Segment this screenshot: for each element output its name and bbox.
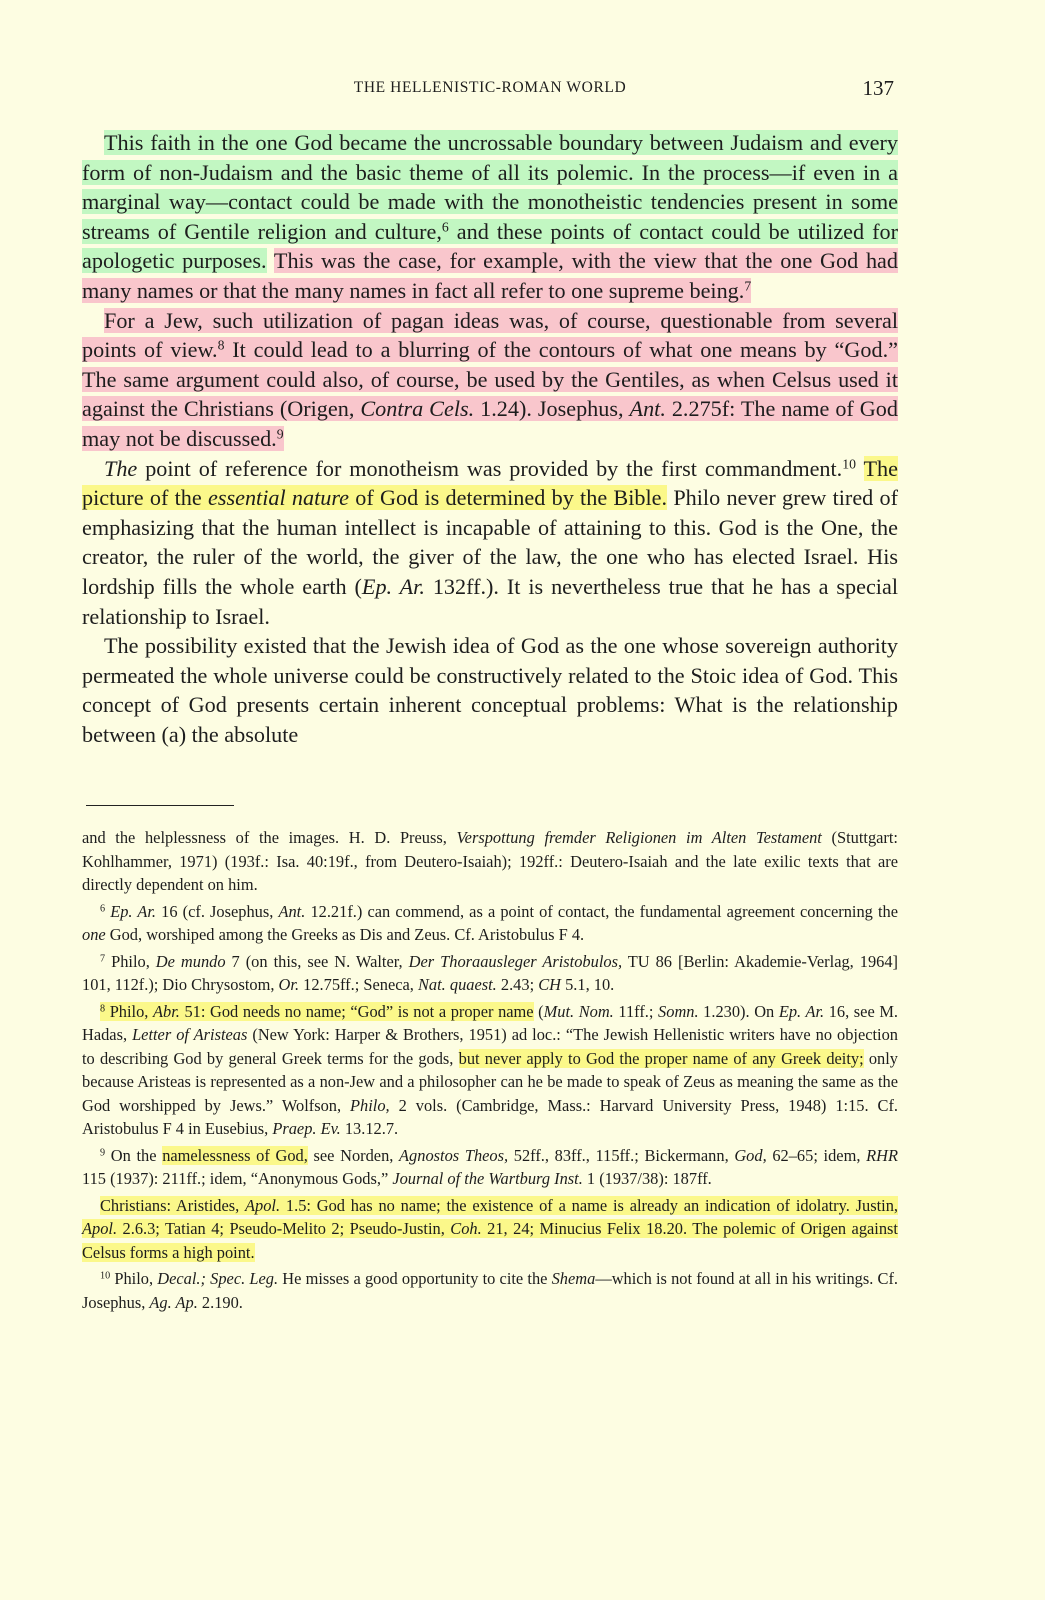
yellow-highlight: $^8$ Philo, Abr. 51: God needs no name; “God” is not a proper name [100, 1001, 534, 1021]
paragraph-1 [82, 128, 898, 306]
main-text [82, 128, 898, 749]
footnote-ref-10: 10 [842, 455, 856, 471]
paragraph-2 [82, 306, 898, 454]
footnote-ref-8: 8 [217, 337, 225, 353]
footnote-6: $^6$ Ep. Ar. 16 (cf. Josephus, Ant. 12.21f.) can commend, as a point of contact, the fundamental agreement concerning the one God, worshiped among the Greeks as Dis and Zeus. Cf. Aristobulus F 4. [82, 901, 898, 944]
yellow-highlight: Christians: Aristides, Apol. 1.5: God has no name; the existence of a name is already an indication of idolatry. Justin, Apol. 2.6.3; Tatian 4; Pseudo-Melito 2; Pseudo-Justin, Coh. 21, 24; Minucius Felix 18.20. The polemic of Origen against Celsus forms a high point. [82, 1195, 898, 1262]
footnote-7: $^7$ Philo, De mundo 7 (on this, see N. Walter, Der Thoraausleger Aristobulos, TU 86 [Berlin: Akademie-Verlag, 1964] 101, 112f.); Dio Chrysostom, Or. 12.75ff.; Seneca, Nat. quaest. 2.43; CH 5.1, 10. [82, 951, 899, 994]
footnote-9-continued [82, 1194, 898, 1265]
pink-highlight: For a Jew, such utilization of pagan ideas was, of course, questionable from several points of view.$^8$ It could lead to a blurring of the contours of what one means by “God.” The same argument could also, of course, be used by the Gentiles, as when Celsus used it against the Christians (Origen, Contra Cels. 1.24). Josephus, Ant. 2.275f: The name of God may not be discussed.$^9$ [82, 307, 898, 451]
yellow-highlight: The picture of the essential nature of God is determined by the Bible. [82, 455, 898, 511]
footnote-8: $^8$ Philo, Abr. 51: God needs no name; “God” is not a proper name (Mut. Nom. 11ff.; Somn. 1.230). On Ep. Ar. 16, see M. Hadas, Letter of Aristeas (New York: Harper & Brothers, 1951) ad loc.: “The Jewish Hellenistic writers have no objection to describing God by general Greek terms for the gods, but never apply to God the proper name of any Greek deity; only because Aristeas is represented as a non-Jew and a philosopher can he be made to speak of Zeus as meaning the same as the God worshipped by Jews.” Wolfson, Philo, 2 vols. (Cambridge, Mass.: Harvard University Press, 1948) 1:15. Cf. Aristobulus F 4 in Eusebius, Praep. Ev. 13.12.7. [82, 1001, 899, 1138]
footnote-9: $^9$ On the namelessness of God, see Norden, Agnostos Theos, 52ff., 83ff., 115ff.; Bickermann, God, 62–65; idem, RHR 115 (1937): 211ff.; idem, “Anonymous Gods,” Journal of the Wartburg Inst. 1 (1937/38): 187ff. [82, 1145, 898, 1188]
pink-highlight: This was the case, for example, with the view that the one God had many names or that the many names in fact all refer to one supreme being.$^7$ [82, 248, 898, 303]
yellow-highlight: namelessness of God, [162, 1145, 308, 1165]
green-highlight: This faith in the one God became the uncrossable boundary between Judaism and every form of non-Judaism and the basic theme of all its polemic. In the process—if even in a marginal way—contact could be made with the monotheistic tendencies present in some streams of Gentile religion and culture,$^6$ and these points of contact could be utilized for apologetic purposes. [82, 130, 898, 274]
page-number: 137 [862, 76, 894, 100]
yellow-highlight: but never apply to God the proper name of any Greek deity; [458, 1048, 864, 1068]
footnote-ref-9: 9 [276, 426, 284, 442]
running-head [82, 76, 898, 102]
footnote-continuation: and the helplessness of the images. H. D. Preuss, Verspottung fremder Religionen im Alten Testament (Stuttgart: Kohlhammer, 1971) (193f.: Isa. 40:19f., from Deutero-Isaiah); 192ff.: Deutero-Isaiah and the late exilic texts that are directly dependent on him. [82, 828, 898, 894]
footnote-divider [86, 805, 234, 806]
footnote-10: $^{10}$ Philo, Decal.; Spec. Leg. He misses a good opportunity to cite the Shema—which is not found at all in his writings. Cf. Josephus, Ag. Ap. 2.190. [82, 1269, 899, 1312]
paragraph-4: The possibility existed that the Jewish idea of God as the one whose sovereign authority permeated the whole universe could be constructively related to the Stoic idea of God. This concept of God presents certain inherent conceptual problems: What is the relationship between (a) the absolute [82, 633, 898, 747]
footnote-ref-7: 7 [744, 278, 752, 294]
paragraph-3: The point of reference for monotheism was provided by the first commandment.$^{10}$ The picture of the essential nature of God is determined by the Bible. Philo never grew tired of emphasizing that the human intellect is incapable of attaining to this. God is the One, the creator, the ruler of the world, the giver of the law, the one who has elected Israel. His lordship fills the whole earth (Ep. Ar. 132ff.). It is nevertheless true that he has a special relationship to Israel. [82, 455, 899, 629]
footnotes [82, 826, 898, 1317]
footnote-ref-6: 6 [441, 219, 449, 235]
running-title: THE HELLENISTIC-ROMAN WORLD [353, 79, 627, 96]
